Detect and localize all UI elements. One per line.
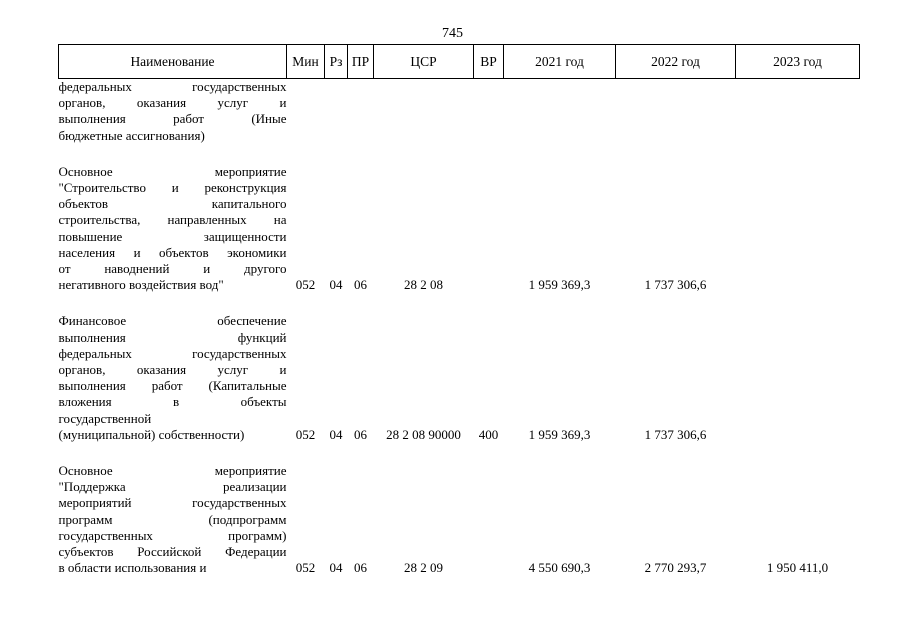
name-line: населения и объектов экономики [58, 244, 287, 260]
name-line: государственной [58, 410, 152, 426]
cell-2022: 2 770 293,7 [644, 560, 707, 576]
row-spacer [59, 144, 860, 164]
name-line: "Строительство и реконструкция [58, 180, 287, 196]
column-header-pr: ПР [348, 45, 374, 79]
cell-2022 [616, 79, 736, 144]
column-header-2021: 2021 год [504, 45, 616, 79]
cell-csr: 28 2 08 [404, 277, 443, 293]
cell-2022: 1 737 306,6 [644, 426, 707, 442]
table-row [59, 79, 860, 144]
name-line: строительства, направленных на [58, 212, 287, 228]
name-line: выполнения работ (Капитальные [58, 378, 287, 394]
column-header-min: Мин [287, 45, 325, 79]
cell-2021 [504, 79, 616, 144]
cell-rz: 04 [329, 560, 343, 576]
name-line: федеральных государственных [58, 345, 287, 361]
cell-rz [325, 79, 348, 144]
cell-pr: 06 [354, 277, 367, 293]
name-line: органов, оказания услуг и [58, 95, 287, 111]
cell-min [287, 79, 325, 144]
cell-2021: 1 959 369,3 [528, 277, 591, 293]
cell-pr [348, 79, 374, 144]
row-spacer [59, 443, 860, 463]
cell-2022: 1 737 306,6 [644, 277, 707, 293]
name-line: негативного воздействия вод" [58, 277, 224, 293]
table-body [59, 79, 860, 577]
column-header-2023: 2023 год [736, 45, 860, 79]
name-line: в области использования и [58, 560, 207, 576]
cell-name [59, 79, 287, 144]
row-spacer-cell [59, 144, 860, 164]
cell-csr [374, 79, 474, 144]
cell-2023 [736, 313, 860, 443]
cell-pr: 06 [354, 560, 367, 576]
name-line: органов, оказания услуг и [58, 362, 287, 378]
column-header-2022: 2022 год [616, 45, 736, 79]
cell-2021: 4 550 690,3 [528, 560, 591, 576]
name-line: государственных программ) [58, 527, 287, 543]
name-line: субъектов Российской Федерации [58, 544, 287, 560]
cell-rz: 04 [329, 277, 343, 293]
cell-csr: 28 2 09 [404, 560, 443, 576]
cell-name [59, 313, 287, 443]
name-line: Финансовое обеспечение [58, 313, 287, 329]
name-line: "Поддержка реализации [58, 479, 287, 495]
cell-name [59, 463, 287, 576]
name-line: Основное мероприятие [58, 463, 287, 479]
cell-vr: 400 [478, 426, 499, 442]
name-line: (муниципальной) собственности) [58, 426, 245, 442]
cell-min: 052 [295, 426, 316, 442]
row-spacer [59, 293, 860, 313]
row-spacer-cell [59, 443, 860, 463]
cell-2021: 1 959 369,3 [528, 426, 591, 442]
column-header-name: Наименование [59, 45, 287, 79]
cell-min: 052 [295, 277, 316, 293]
name-line: от наводнений и другого [58, 261, 287, 277]
table-row [59, 164, 860, 294]
budget-table [58, 44, 860, 576]
column-header-rz: Рз [325, 45, 348, 79]
name-line: выполнения функций [58, 329, 287, 345]
table-header-row [59, 45, 860, 79]
table-row [59, 463, 860, 576]
name-line: бюджетные ассигнования) [58, 127, 205, 143]
cell-vr [474, 164, 504, 294]
name-line: выполнения работ (Иные [58, 111, 287, 127]
name-line: федеральных государственных [58, 79, 287, 94]
cell-vr [474, 79, 504, 144]
name-line: объектов капитального [58, 196, 287, 212]
page-number: 745 [442, 26, 463, 41]
row-spacer-cell [59, 293, 860, 313]
name-line: повышение защищенности [58, 228, 287, 244]
cell-vr [474, 463, 504, 576]
name-line: мероприятий государственных [58, 495, 287, 511]
cell-csr: 28 2 08 90000 [386, 426, 461, 442]
column-header-vr: ВР [474, 45, 504, 79]
cell-pr: 06 [354, 426, 367, 442]
name-line: Основное мероприятие [58, 163, 287, 179]
name-line: вложения в объекты [58, 394, 287, 410]
column-header-csr: ЦСР [374, 45, 474, 79]
cell-2023 [736, 79, 860, 144]
name-line: программ (подпрограмм [58, 511, 287, 527]
cell-rz: 04 [329, 426, 343, 442]
cell-2023 [736, 164, 860, 294]
cell-name [59, 164, 287, 294]
cell-2023: 1 950 411,0 [766, 560, 829, 576]
table-row [59, 313, 860, 443]
cell-min: 052 [295, 560, 316, 576]
